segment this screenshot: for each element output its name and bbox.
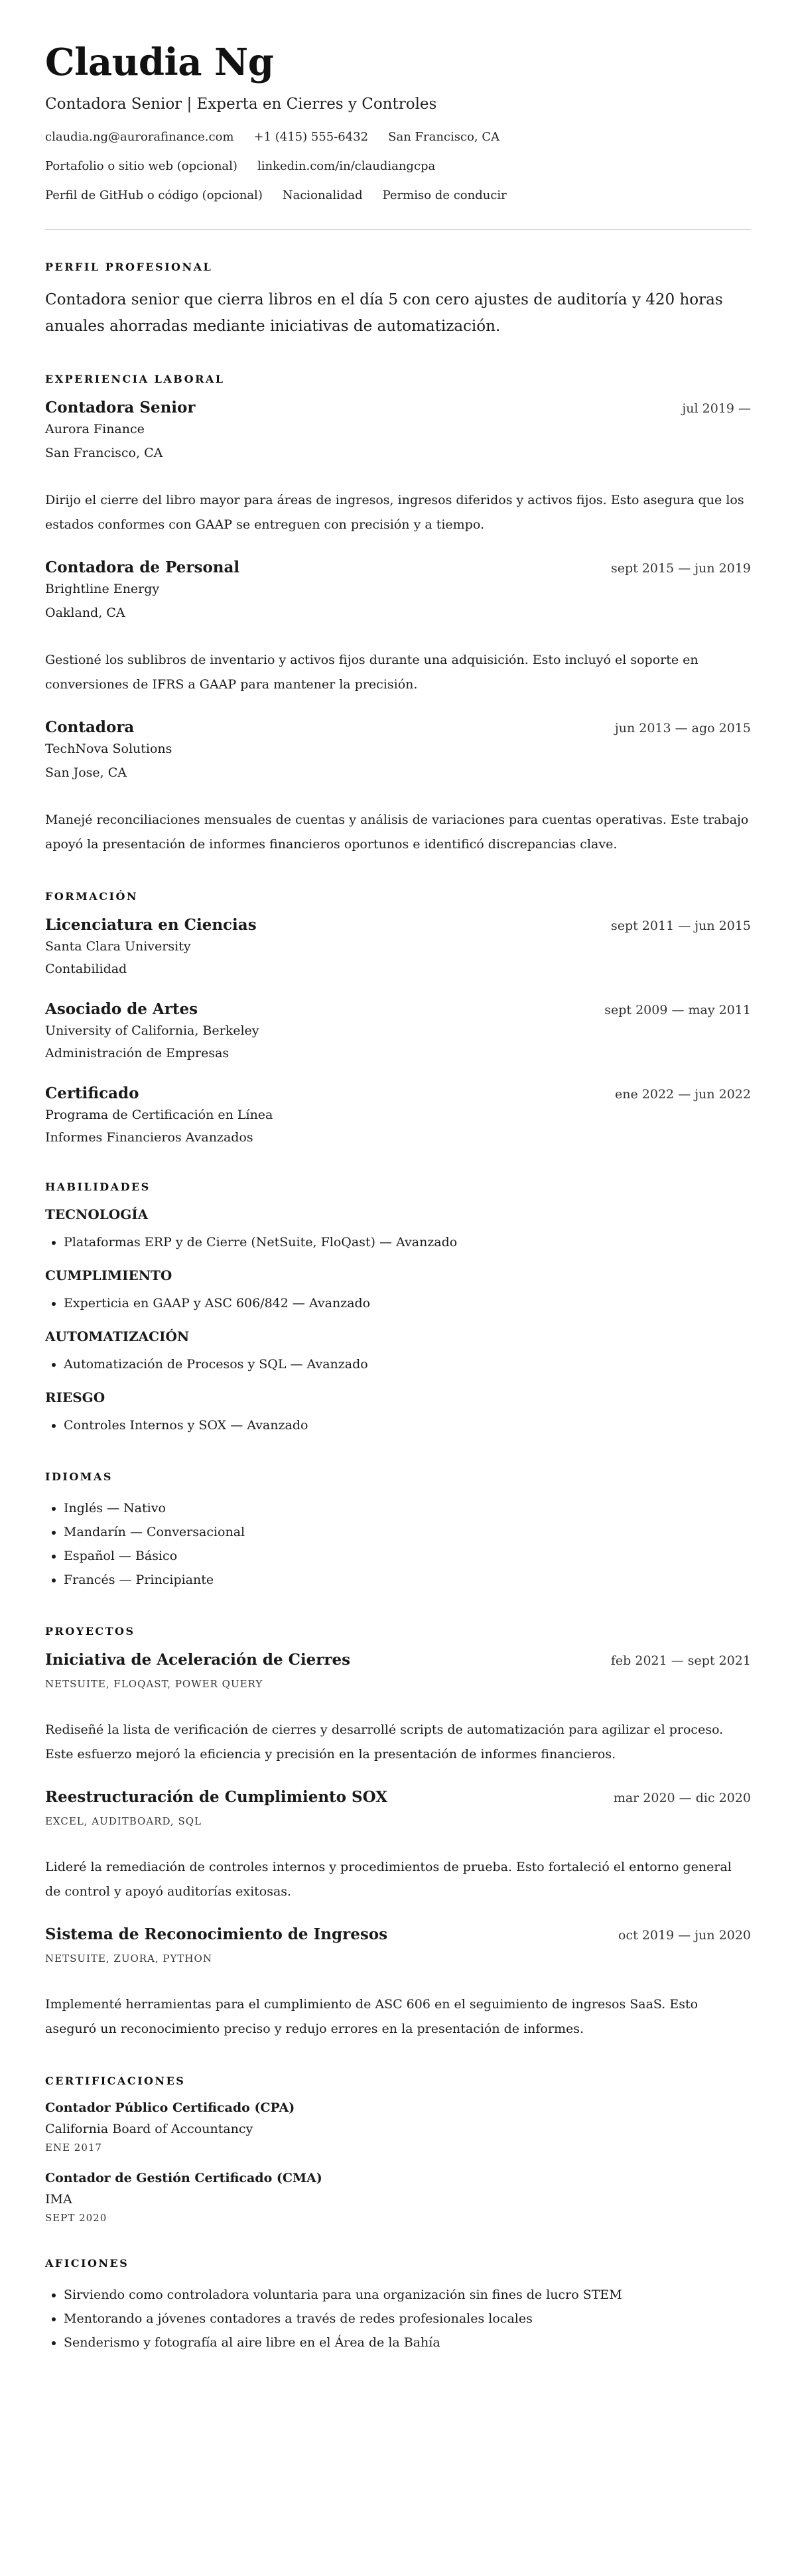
education-dates: ene 2022 — jun 2022 — [615, 1087, 751, 1102]
skill-item: • Controles Internos y SOX — Avanzado — [64, 1413, 751, 1437]
entry-header — [45, 1651, 751, 1669]
headline: Contadora Senior | Experta en Cierres y Controles — [45, 96, 437, 113]
skill-item: • Plataformas ERP y de Cierre (NetSuite, FloQast) — Avanzado — [64, 1230, 751, 1254]
project-title: Sistema de Reconocimiento de Ingresos — [45, 1925, 388, 1943]
job-description: Manejé reconciliaciones mensuales de cuentas y análisis de variaciones para cuentas operativas. Este trabajo apoyó la presentación de informes financieros oportunos e identificó discrepancias clave. — [45, 812, 749, 852]
skill-list — [45, 1352, 751, 1376]
experience-entry — [45, 558, 751, 697]
school-name: University of California, Berkeley — [45, 1023, 259, 1038]
education-entry — [45, 1084, 751, 1147]
contact-item: +1 (415) 555-6432 — [253, 130, 369, 144]
education-entry — [45, 916, 751, 979]
job-title: Contadora Senior — [45, 399, 196, 417]
language-item: • Español — Básico — [64, 1544, 751, 1568]
entry-header — [45, 1788, 751, 1806]
job-location: San Francisco, CA — [45, 446, 163, 460]
section-heading-summary: PERFIL PROFESIONAL — [45, 261, 213, 273]
degree-title: Licenciatura en Ciencias — [45, 916, 257, 934]
job-dates: sept 2015 — jun 2019 — [610, 561, 751, 576]
skill-category: RIESGO — [45, 1389, 105, 1405]
certification-date: ENE 2017 — [45, 2142, 102, 2154]
education-dates: sept 2009 — may 2011 — [604, 1003, 751, 1017]
contact-item: Perfil de GitHub o código (opcional) — [45, 188, 263, 202]
summary-text: Contadora senior que cierra libros en el día 5 con cero ajustes de auditoría y 420 horas anuales ahorradas mediante iniciativas de automatización. — [45, 291, 723, 335]
field-of-study: Contabilidad — [45, 962, 127, 976]
language-item: • Francés — Principiante — [64, 1568, 751, 1592]
project-title: Iniciativa de Aceleración de Cierres — [45, 1651, 351, 1669]
job-title: Contadora de Personal — [45, 558, 240, 576]
skill-item: • Automatización de Procesos y SQL — Avanzado — [64, 1352, 751, 1376]
section-heading-languages: IDIOMAS — [45, 1470, 113, 1483]
language-item: • Mandarín — Conversacional — [64, 1520, 751, 1544]
experience-entry — [45, 718, 751, 857]
project-entry — [45, 1651, 751, 1767]
skills-section — [45, 1181, 751, 1437]
skill-category: AUTOMATIZACIÓN — [45, 1328, 190, 1344]
contact-item: San Francisco, CA — [388, 130, 500, 144]
project-description: Rediseñé la lista de verificación de cierres y desarrollé scripts de automatización para agilizar el proceso. Este esfuerzo mejoró la eficiencia y precisión en la presentación de informes financieros. — [45, 1722, 724, 1762]
company-name: TechNova Solutions — [45, 741, 172, 756]
hobbies-section — [45, 2257, 751, 2354]
job-title: Contadora — [45, 718, 135, 736]
skill-list — [45, 1413, 751, 1437]
skill-list — [45, 1230, 751, 1254]
skill-category: TECNOLOGÍA — [45, 1206, 149, 1222]
projects-section — [45, 1625, 751, 2041]
skill-item: • Experticia en GAAP y ASC 606/842 — Avanzado — [64, 1291, 751, 1315]
degree-title: Asociado de Artes — [45, 1000, 198, 1018]
project-tags: NETSUITE, ZUORA, PYTHON — [45, 1953, 212, 1964]
entry-header — [45, 1000, 751, 1018]
experience-section — [45, 373, 751, 857]
skill-list — [45, 1291, 751, 1315]
section-heading-certifications: CERTIFICACIONES — [45, 2075, 186, 2087]
project-dates: oct 2019 — jun 2020 — [618, 1928, 751, 1943]
contact-item: linkedin.com/in/claudiangcpa — [257, 159, 436, 173]
project-entry — [45, 1788, 751, 1904]
hobby-item: • Sirviendo como controladora voluntaria para una organización sin fines de lucro STEM — [64, 2283, 751, 2307]
company-name: Aurora Finance — [45, 422, 145, 436]
contact-row — [45, 159, 751, 173]
project-tags: NETSUITE, FLOQAST, POWER QUERY — [45, 1678, 263, 1690]
project-title: Reestructuración de Cumplimiento SOX — [45, 1788, 388, 1806]
languages-section — [45, 1470, 751, 1592]
entry-header — [45, 399, 751, 417]
certifications-section — [45, 2075, 751, 2224]
hobby-item: • Mentorando a jóvenes contadores a través de redes profesionales locales — [64, 2307, 751, 2331]
field-of-study: Informes Financieros Avanzados — [45, 1130, 253, 1145]
contact-info — [45, 130, 751, 202]
contact-row — [45, 130, 751, 144]
contact-item: Nacionalidad — [282, 188, 363, 202]
education-section — [45, 890, 751, 1147]
section-heading-projects: PROYECTOS — [45, 1625, 135, 1638]
contact-row — [45, 188, 751, 202]
entry-header — [45, 718, 751, 736]
contact-item: Portafolio o sitio web (opcional) — [45, 159, 237, 173]
job-description: Dirijo el cierre del libro mayor para áreas de ingresos, ingresos diferidos y activos fijos. Esto asegura que los estados conformes con GAAP se entreguen con precisión y a tiempo. — [45, 493, 744, 532]
contact-item: claudia.ng@aurorafinance.com — [45, 130, 234, 144]
candidate-name: Claudia Ng — [45, 40, 274, 84]
entry-header — [45, 1084, 751, 1102]
certification-date: SEPT 2020 — [45, 2212, 107, 2224]
project-description: Implementé herramientas para el cumplimiento de ASC 606 en el seguimiento de ingresos SaaS. Esto aseguró un reconocimiento preciso y redujo errores en la presentación de informes. — [45, 1997, 698, 2036]
certification-name: Contador Público Certificado (CPA) — [45, 2100, 295, 2115]
job-location: San Jose, CA — [45, 765, 127, 780]
education-entry — [45, 1000, 751, 1063]
section-heading-hobbies: AFICIONES — [45, 2257, 129, 2270]
field-of-study: Administración de Empresas — [45, 1046, 230, 1061]
section-heading-education: FORMACIÓN — [45, 890, 138, 903]
school-name: Santa Clara University — [45, 939, 191, 954]
project-tags: EXCEL, AUDITBOARD, SQL — [45, 1815, 202, 1827]
certification-issuer: California Board of Accountancy — [45, 2122, 253, 2136]
project-description: Lideré la remediación de controles internos y procedimientos de prueba. Esto fortaleció el entorno general de control y apoyó auditorías exitosas. — [45, 1860, 732, 1899]
job-dates: jun 2013 — ago 2015 — [614, 721, 751, 736]
entry-header — [45, 558, 751, 576]
project-entry — [45, 1925, 751, 2041]
contact-item: Permiso de conducir — [382, 188, 507, 202]
divider — [45, 229, 751, 230]
entry-header — [45, 916, 751, 934]
job-description: Gestioné los sublibros de inventario y activos fijos durante una adquisición. Esto incluyó el soporte en conversiones de IFRS a GAAP para mantener la precisión. — [45, 653, 698, 692]
company-name: Brightline Energy — [45, 582, 160, 596]
project-dates: mar 2020 — dic 2020 — [613, 1791, 751, 1805]
language-item: • Inglés — Nativo — [64, 1496, 751, 1520]
entry-header — [45, 1925, 751, 1943]
school-name: Programa de Certificación en Línea — [45, 1108, 273, 1122]
degree-title: Certificado — [45, 1084, 139, 1102]
project-dates: feb 2021 — sept 2021 — [610, 1653, 751, 1668]
experience-entry — [45, 399, 751, 537]
skill-category: CUMPLIMIENTO — [45, 1267, 172, 1283]
section-heading-skills: HABILIDADES — [45, 1181, 151, 1193]
certification-issuer: IMA — [45, 2192, 72, 2207]
section-heading-experience: EXPERIENCIA LABORAL — [45, 373, 225, 385]
job-location: Oakland, CA — [45, 606, 125, 620]
hobby-item: • Senderismo y fotografía al aire libre en el Área de la Bahía — [64, 2331, 751, 2354]
certification-name: Contador de Gestión Certificado (CMA) — [45, 2171, 322, 2185]
job-dates: jul 2019 — — [682, 401, 751, 416]
education-dates: sept 2011 — jun 2015 — [610, 919, 751, 933]
